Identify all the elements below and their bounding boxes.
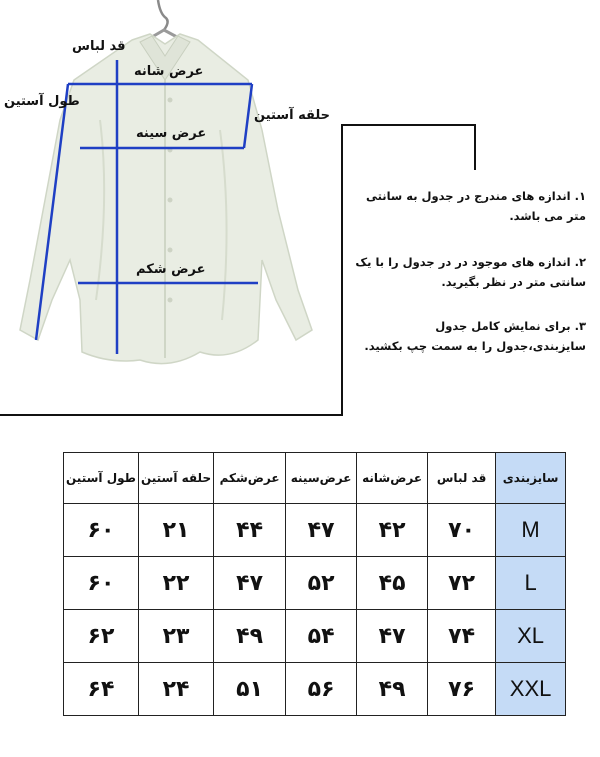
header-length: قد لباس [428,453,496,504]
note-2: ۲. اندازه های موجود در در جدول را با یک سانتی متر در نظر بگیرید. [355,255,586,289]
table-cell: ۵۴ [286,610,357,663]
header-armhole: حلقه آستین [138,453,213,504]
label-chest: عرض سینه [136,126,207,141]
table-cell: ۴۹ [214,610,286,663]
table-cell: ۲۴ [138,663,213,716]
hanger-hook [158,0,168,30]
table-cell: ۷۰ [428,504,496,557]
table-cell: ۴۵ [357,557,428,610]
table-cell: ۴۷ [286,504,357,557]
label-waist: عرض شکم [136,262,206,277]
table-cell-size: M [496,504,566,557]
table-row [64,557,566,610]
label-armhole: حلقه آستین [254,108,330,123]
table-cell: ۶۰ [64,557,139,610]
table-cell-size: XL [496,610,566,663]
table-header-row [64,453,566,504]
header-shoulder: عرض‌شانه [357,453,428,504]
label-length: قد لباس [72,39,126,54]
table-cell: ۵۶ [286,663,357,716]
table-cell: ۲۳ [138,610,213,663]
table-cell: ۷۶ [428,663,496,716]
table-cell: ۴۲ [357,504,428,557]
table-cell: ۴۴ [214,504,286,557]
size-table [63,452,566,716]
frame-bottom-line [0,414,343,416]
shirt-illustration [0,0,345,420]
table-cell: ۶۰ [64,504,139,557]
header-chest: عرض‌سینه [286,453,357,504]
header-sleeve-length: طول آستین [64,453,139,504]
table-cell: ۷۴ [428,610,496,663]
table-cell: ۶۲ [64,610,139,663]
header-size: سایزبندی [496,453,566,504]
frame-top-line [341,124,476,126]
notes-list [348,186,586,382]
table-cell: ۴۷ [357,610,428,663]
table-cell: ۴۷ [214,557,286,610]
table-cell: ۵۲ [286,557,357,610]
table-cell-size: L [496,557,566,610]
header-waist: عرض‌شکم [214,453,286,504]
table-cell: ۲۲ [138,557,213,610]
label-shoulder: عرض شانه [134,64,204,79]
label-sleeve-length: طول آستین [4,94,80,109]
table-row [64,663,566,716]
table-row [64,610,566,663]
frame-drop-line [474,124,476,170]
table-row [64,504,566,557]
table-cell: ۶۴ [64,663,139,716]
table-cell: ۵۱ [214,663,286,716]
table-cell: ۲۱ [138,504,213,557]
table-cell-size: XXL [496,663,566,716]
table-cell: ۴۹ [357,663,428,716]
note-1: ۱. اندازه های مندرج در جدول به سانتی متر می باشد. [365,189,586,223]
note-3: ۳. برای نمایش کامل جدول سایزبندی،جدول را به سمت چپ بکشید. [364,319,586,353]
table-cell: ۷۲ [428,557,496,610]
shirt-diagram [0,0,345,420]
frame-right-line [341,124,343,416]
